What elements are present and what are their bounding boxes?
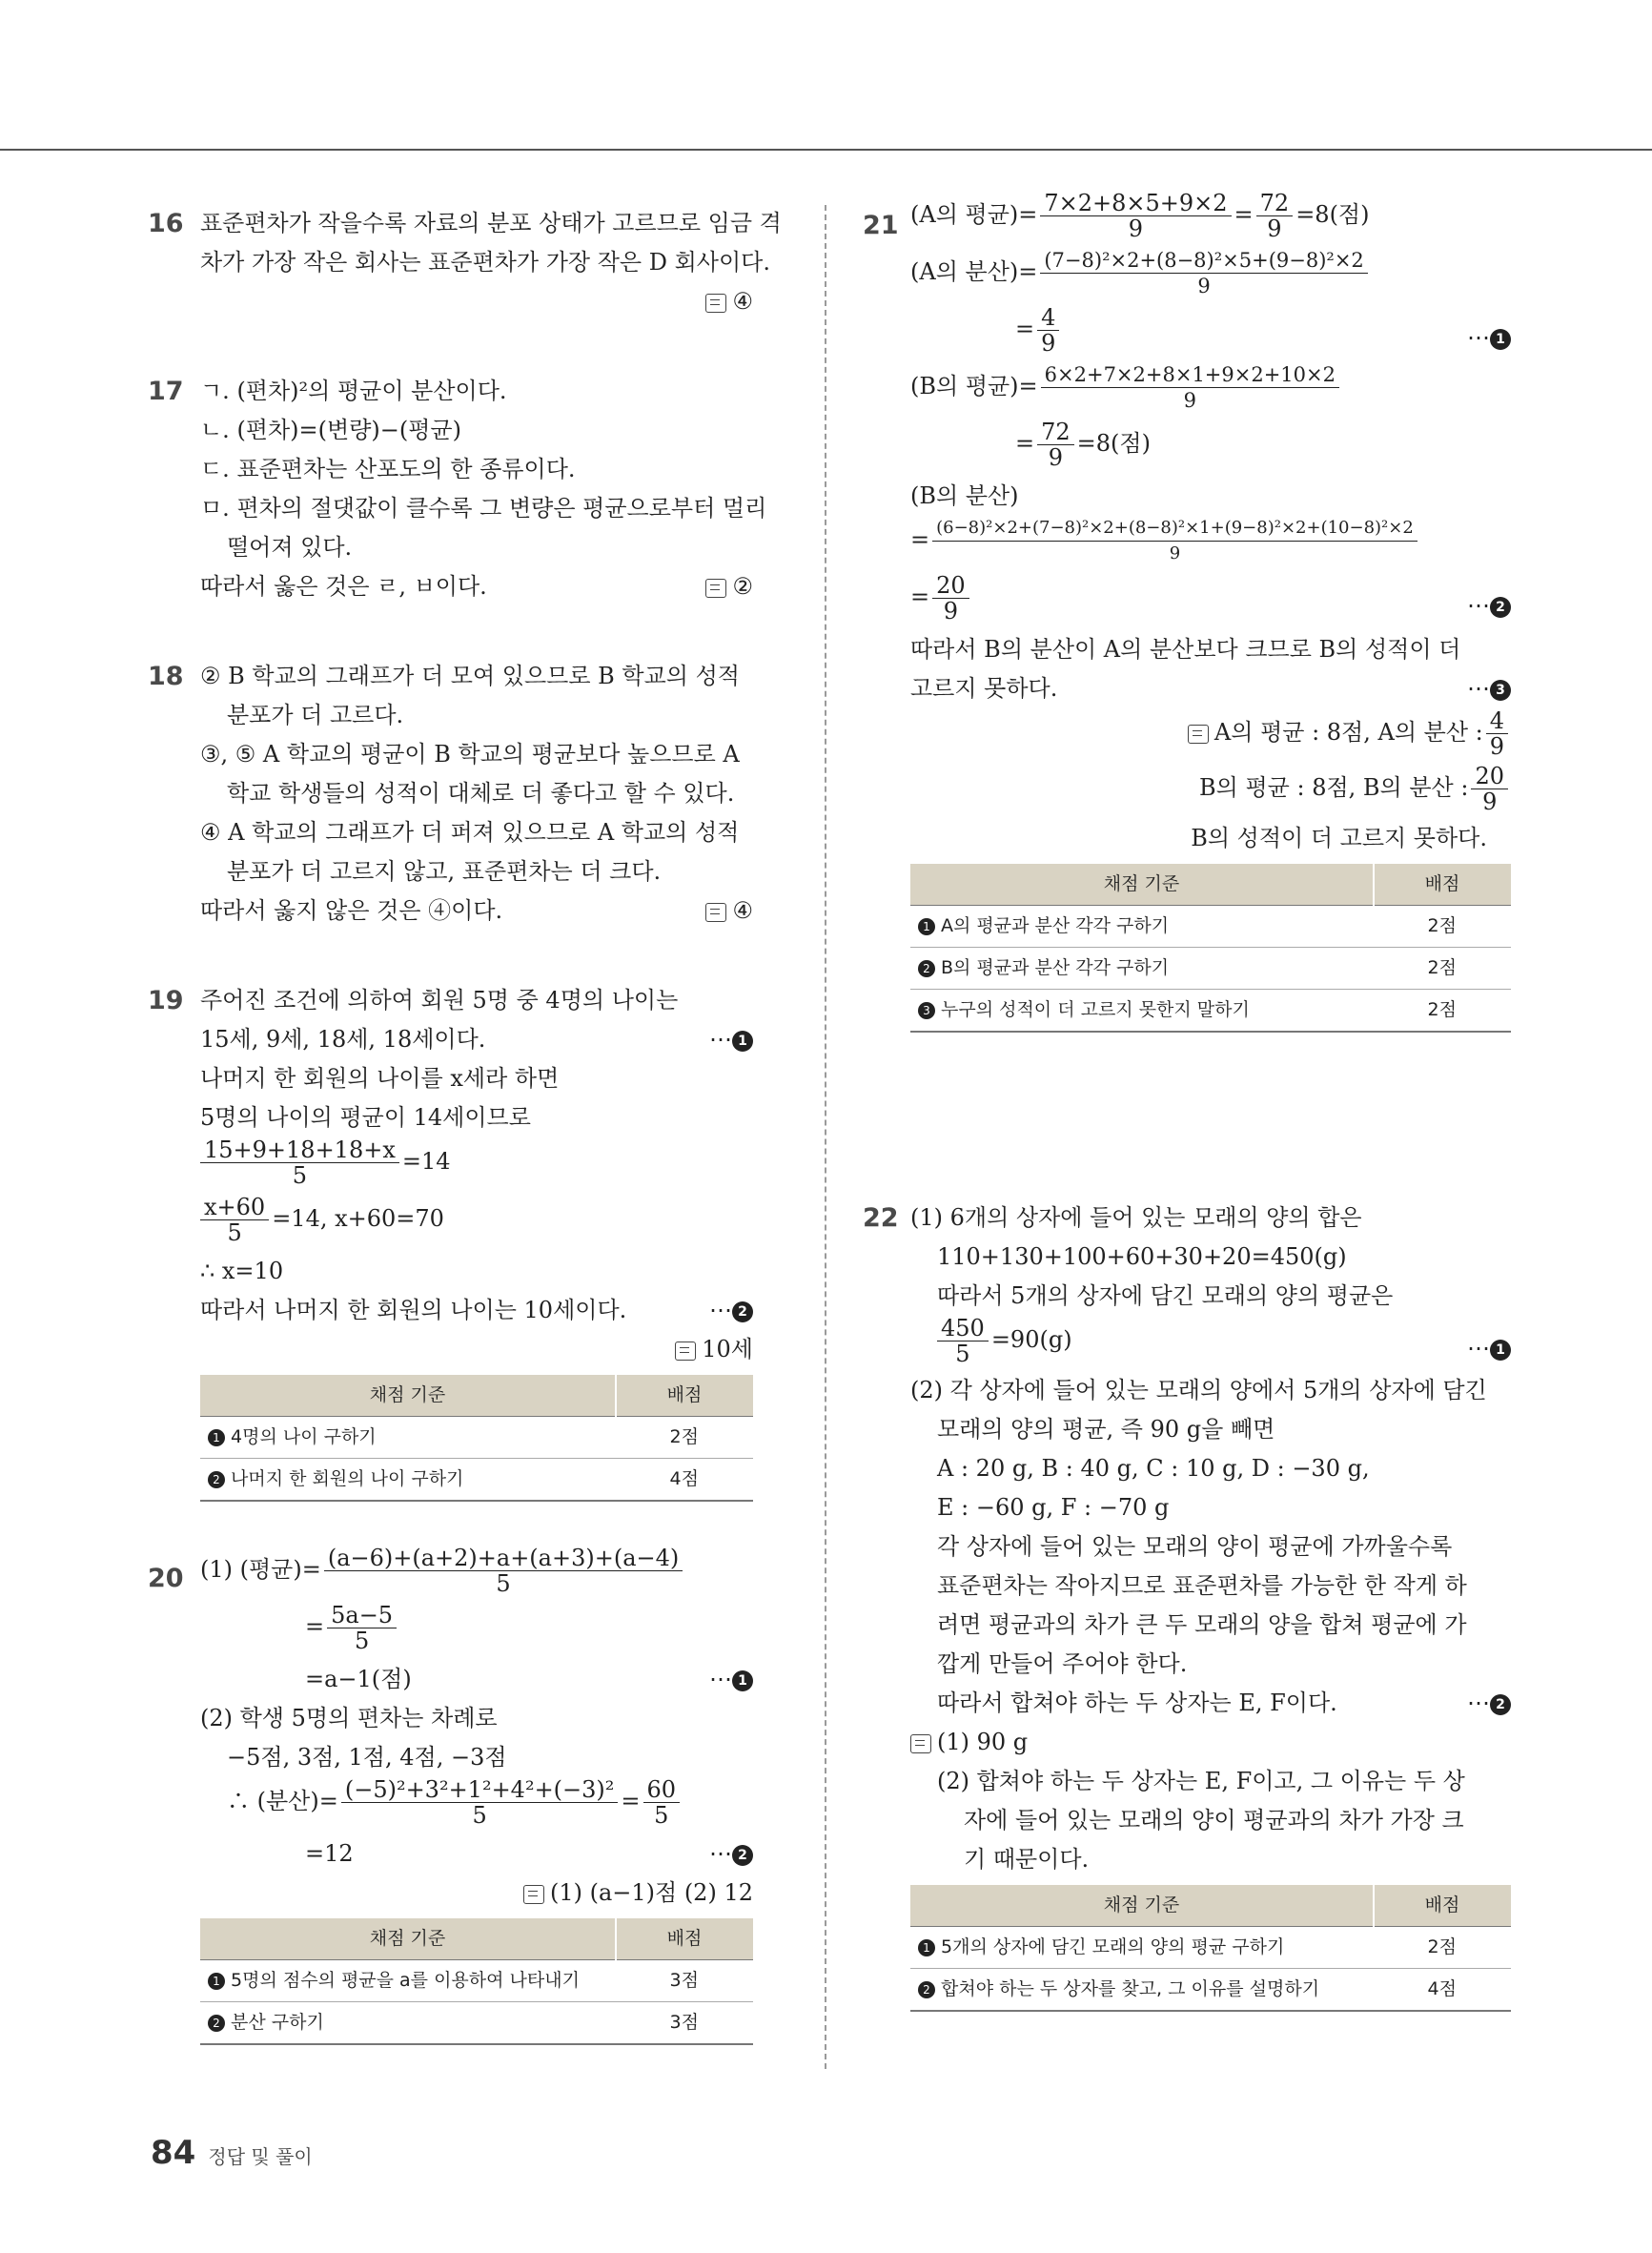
- text-line: 따라서 나머지 한 회원의 나이는 10세이다. ⋯ 2: [200, 1291, 753, 1330]
- fraction: $\frac{72}{9}$: [1256, 191, 1294, 241]
- problem-19: [148, 981, 753, 1502]
- text-line: ∴ x=10: [200, 1258, 284, 1284]
- table-header: 배점: [616, 1918, 753, 1960]
- scoring-table: [910, 864, 1511, 1033]
- equation-line: (A의 분산)= $\frac{\text{(7−8)²×2+(8−8)²×5+(9−8)²×2}}{9}$: [910, 248, 1511, 305]
- scoring-table: [200, 1375, 753, 1502]
- text-line: 깝게 만들어 주어야 한다.: [937, 1650, 1188, 1677]
- text-line: −5점, 3점, 1점, 4점, −3점: [227, 1744, 507, 1771]
- answer-line: B의 평균 : 8점, B의 분산 : $\frac{20}{9}$: [910, 764, 1511, 819]
- fraction: $\frac{20}{9}$: [1471, 764, 1508, 814]
- answer-line: B의 성적이 더 고르지 못하다.: [1191, 825, 1487, 851]
- step-marker-2: 2: [732, 1301, 753, 1322]
- answer-icon: [1188, 725, 1209, 744]
- answer-value: ④: [732, 288, 753, 315]
- step-dots: ⋯: [709, 1026, 732, 1053]
- problem-20: [148, 1545, 753, 2045]
- text-line: 따라서 옳은 것은 ㄹ, ㅂ이다.: [200, 573, 487, 600]
- problem-number: 22: [863, 1203, 899, 1233]
- table-row: 1 A의 평균과 분산 각각 구하기 2점: [910, 906, 1511, 948]
- text-line: 려면 평균과의 차가 큰 두 모래의 양을 합쳐 평균에 가: [937, 1611, 1467, 1638]
- text-line: (2) 각 상자에 들어 있는 모래의 양에서 5개의 상자에 담긴: [910, 1377, 1487, 1403]
- answer-line: (2) 합쳐야 하는 두 상자는 E, F이고, 그 이유는 두 상: [937, 1768, 1465, 1794]
- text-line: 모래의 양의 평균, 즉 90 g을 빼면: [937, 1416, 1275, 1443]
- fraction: $\frac{6\times 2+7\times 2+8\times 1+9\times 2+10\times 2}{9}$: [1041, 362, 1339, 413]
- step-marker-2: 2: [1490, 1694, 1511, 1715]
- step-dots: ⋯: [1467, 324, 1490, 351]
- step-marker-1: 1: [1490, 1340, 1511, 1361]
- answer-icon: [675, 1342, 696, 1361]
- text-line: 따라서 5개의 상자에 담긴 모래의 양의 평균은: [937, 1282, 1394, 1309]
- scoring-table: [910, 1885, 1511, 2012]
- text-line: 떨어져 있다.: [227, 534, 353, 561]
- text-line: ④ A 학교의 그래프가 더 퍼져 있으므로 A 학교의 성적: [200, 819, 740, 846]
- text-line: 표준편차가 작을수록 자료의 분포 상태가 고르므로 임금 격: [200, 210, 782, 236]
- right-column: [863, 190, 1511, 2012]
- text-line: 차가 가장 작은 회사는 표준편차가 가장 작은 D 회사이다.: [200, 249, 770, 276]
- text-line: 5명의 나이의 평균이 14세이므로: [200, 1104, 531, 1131]
- answer-icon: [523, 1885, 544, 1904]
- scoring-table: [200, 1918, 753, 2045]
- problem-22: [863, 1198, 1511, 2012]
- equation-line: $\frac{15+9+18+18+x}{5}$ =14: [200, 1137, 753, 1195]
- text-line: =a−1(점) ⋯ 1: [200, 1660, 753, 1699]
- text-line: ㄱ. (편차)²의 평균이 분산이다.: [200, 378, 507, 404]
- table-row: 2 B의 평균과 분산 각각 구하기 2점: [910, 948, 1511, 990]
- fraction: $\frac{x+60}{5}$: [200, 1195, 269, 1245]
- fraction: $\frac{450}{5}$: [937, 1316, 989, 1366]
- answer-line: [200, 891, 753, 931]
- step-marker-1: 1: [732, 1670, 753, 1691]
- equation-line: $\frac{450}{5}$ =90(g) ⋯ 1: [910, 1316, 1511, 1371]
- text-line: 분포가 더 고르지 않고, 표준편차는 더 크다.: [227, 858, 662, 885]
- fraction: $\frac{\text{(6−8)²×2+(7−8)²×2+(8−8)²×1+(9−8)²×2+(10−8)²×2}}{9}$: [932, 516, 1417, 566]
- text-line: 따라서 B의 분산이 A의 분산보다 크므로 B의 성적이 더: [910, 636, 1461, 663]
- fraction: $\frac{4}{9}$: [1486, 708, 1508, 759]
- problem-17: [148, 372, 767, 606]
- problem-number: 18: [148, 662, 184, 691]
- step-marker-1: 1: [1490, 329, 1511, 350]
- text-line: 학교 학생들의 성적이 대체로 더 좋다고 할 수 있다.: [227, 780, 735, 807]
- text-line: 주어진 조건에 의하여 회원 5명 중 4명의 나이는: [200, 987, 679, 1014]
- answer-value: 10세: [702, 1336, 753, 1362]
- table-header: 배점: [616, 1375, 753, 1417]
- table-row: 1 4명의 나이 구하기 2점: [200, 1417, 753, 1459]
- step-dots: ⋯: [709, 1297, 732, 1323]
- fraction: $\frac{\text{(−5)²+3²+1²+4²+(−3)²}}{5}$: [341, 1777, 619, 1828]
- table-row: 1 5개의 상자에 담긴 모래의 양의 평균 구하기 2점: [910, 1927, 1511, 1969]
- step-marker-1: 1: [732, 1031, 753, 1052]
- left-column: [148, 191, 782, 2045]
- problem-16: [148, 204, 782, 321]
- table-row: 1 5명의 점수의 평균을 a를 이용하여 나타내기 3점: [200, 1960, 753, 2002]
- text-line: 따라서 옳지 않은 것은 ④이다.: [200, 897, 503, 924]
- problem-number: 17: [148, 377, 184, 406]
- problem-number: 21: [863, 211, 899, 240]
- table-header: 채점 기준: [910, 1885, 1374, 1927]
- text-line: 표준편차는 작아지므로 표준편차를 가능한 한 작게 하: [937, 1572, 1467, 1599]
- fraction: $\frac{(a-6)+(a+2)+a+(a+3)+(a-4)}{5}$: [324, 1546, 683, 1596]
- fraction: $\frac{20}{9}$: [932, 573, 969, 624]
- step-dots: ⋯: [709, 1840, 732, 1867]
- text-line: E : −60 g, F : −70 g: [937, 1494, 1170, 1521]
- equation-line: (1) (평균)= $\frac{(a-6)+(a+2)+a+(a+3)+(a-4)}{5}$: [200, 1546, 753, 1603]
- column-divider: [825, 205, 826, 2069]
- answer-icon: [705, 294, 726, 313]
- answer-line: [200, 282, 753, 321]
- answer-line: 기 때문이다.: [964, 1846, 1090, 1873]
- problem-number: 16: [148, 209, 184, 238]
- fraction: $\frac{4}{9}$: [1037, 305, 1059, 356]
- answer-icon: [705, 579, 726, 598]
- page-number: 84: [151, 2134, 196, 2172]
- answer-icon: [910, 1734, 931, 1753]
- equation-line: (B의 평균)= $\frac{6\times 2+7\times 2+8\times 1+9\times 2+10\times 2}{9}$: [910, 362, 1511, 420]
- equation-line: (A의 평균)= $\frac{7\times 2+8\times 5+9\times 2}{9}$ = $\frac{72}{9}$ =8(점): [910, 190, 1370, 242]
- step-dots: ⋯: [1467, 1335, 1490, 1362]
- equation-line: = $\frac{20}{9}$ ⋯ 2: [910, 573, 1511, 630]
- footer-label: 정답 및 풀이: [208, 2145, 313, 2168]
- table-row: 3 누구의 성적이 더 고르지 못한지 말하기 2점: [910, 990, 1511, 1033]
- text-line: (B의 분산): [910, 482, 1019, 509]
- step-dots: ⋯: [1467, 675, 1490, 702]
- table-header: 채점 기준: [200, 1918, 616, 1960]
- answer-line: [200, 1330, 753, 1369]
- problem-number: 19: [148, 986, 184, 1015]
- answer-icon: [705, 903, 726, 922]
- text-line: ㄷ. 표준편차는 산포도의 한 종류이다.: [200, 456, 576, 482]
- answer-line: [200, 1874, 753, 1913]
- equation-line: = $\frac{4}{9}$ ⋯ 1: [910, 305, 1511, 362]
- step-marker-2: 2: [732, 1845, 753, 1866]
- text-line: 각 상자에 들어 있는 모래의 양이 평균에 가까울수록: [937, 1533, 1453, 1560]
- table-row: 2 합쳐야 하는 두 상자를 찾고, 그 이유를 설명하기 4점: [910, 1969, 1511, 2012]
- answer-value: ②: [732, 573, 753, 600]
- text-line: 따라서 합쳐야 하는 두 상자는 E, F이다. ⋯ 2: [910, 1684, 1511, 1723]
- fraction: $\frac{5a-5}{5}$: [327, 1603, 397, 1653]
- text-line: (1) 6개의 상자에 들어 있는 모래의 양의 합은: [910, 1204, 1362, 1231]
- answer-value: ④: [732, 897, 753, 924]
- answer-line: (1) 90 g: [910, 1723, 1511, 1762]
- table-row: 2 나머지 한 회원의 나이 구하기 4점: [200, 1459, 753, 1502]
- text-line: ② B 학교의 그래프가 더 모여 있으므로 B 학교의 성적: [200, 663, 740, 689]
- step-dots: ⋯: [1467, 1690, 1490, 1716]
- equation-line: = $\frac{\text{(6−8)²×2+(7−8)²×2+(8−8)²×1+(9−8)²×2+(10−8)²×2}}{9}$: [910, 516, 1511, 573]
- equation-line: ∴ (분산)= $\frac{\text{(−5)²+3²+1²+4²+(−3)²}}{5}$ = $\frac{60}{5}$: [200, 1777, 753, 1834]
- text-line: A : 20 g, B : 40 g, C : 10 g, D : −30 g,: [937, 1455, 1370, 1482]
- page-footer: [151, 2134, 313, 2172]
- problem-21: [863, 190, 1511, 1033]
- text-line: 분포가 더 고르다.: [227, 702, 404, 728]
- equation-line: = $\frac{72}{9}$ =8(점): [1015, 419, 1151, 471]
- fraction: $\frac{72}{9}$: [1037, 420, 1074, 470]
- table-header: 배점: [1374, 1885, 1511, 1927]
- equation-line: $\frac{x+60}{5}$ =14, x+60=70: [200, 1195, 753, 1252]
- fraction: $\frac{\text{(7−8)²×2+(8−8)²×5+(9−8)²×2}}{9}$: [1040, 248, 1367, 298]
- fraction: $\frac{7\times 2+8\times 5+9\times 2}{9}$: [1040, 191, 1231, 241]
- answer-line: [200, 567, 753, 606]
- text-line: =12 ⋯ 2: [200, 1834, 753, 1874]
- text-line: 110+130+100+60+30+20=450(g): [937, 1243, 1347, 1270]
- fraction: $\frac{15+9+18+18+x}{5}$: [200, 1137, 399, 1188]
- fraction: $\frac{60}{5}$: [643, 1777, 681, 1828]
- step-marker-3: 3: [1490, 680, 1511, 701]
- problem-number: 20: [148, 1564, 184, 1593]
- text-line: (2) 학생 5명의 편차는 차례로: [200, 1705, 498, 1731]
- answer-line: A의 평균 : 8점, A의 분산 : $\frac{4}{9}$: [910, 708, 1511, 764]
- table-header: 배점: [1374, 864, 1511, 906]
- text-line: 나머지 한 회원의 나이를 x세라 하면: [200, 1065, 560, 1092]
- step-marker-2: 2: [1490, 597, 1511, 618]
- answer-line: 자에 들어 있는 모래의 양이 평균과의 차가 가장 크: [964, 1807, 1464, 1833]
- text-line: 고르지 못하다. ⋯ 3: [910, 669, 1511, 708]
- step-dots: ⋯: [709, 1666, 732, 1692]
- text-line: ③, ⑤ A 학교의 평균이 B 학교의 평균보다 높으므로 A: [200, 741, 740, 768]
- text-line: 15세, 9세, 18세, 18세이다. ⋯ 1: [200, 1020, 753, 1059]
- equation-line: = $\frac{5a-5}{5}$: [200, 1603, 753, 1660]
- text-line: ㄴ. (편차)=(변량)−(평균): [200, 417, 461, 443]
- table-row: 2 분산 구하기 3점: [200, 2002, 753, 2045]
- table-header: 채점 기준: [910, 864, 1374, 906]
- text-line: ㅁ. 편차의 절댓값이 클수록 그 변량은 평균으로부터 멀리: [200, 495, 767, 522]
- step-dots: ⋯: [1467, 592, 1490, 619]
- answer-value: (1) (a−1)점 (2) 12: [549, 1879, 753, 1906]
- table-header: 채점 기준: [200, 1375, 616, 1417]
- problem-18: [148, 657, 753, 931]
- header-rule: [0, 149, 1652, 151]
